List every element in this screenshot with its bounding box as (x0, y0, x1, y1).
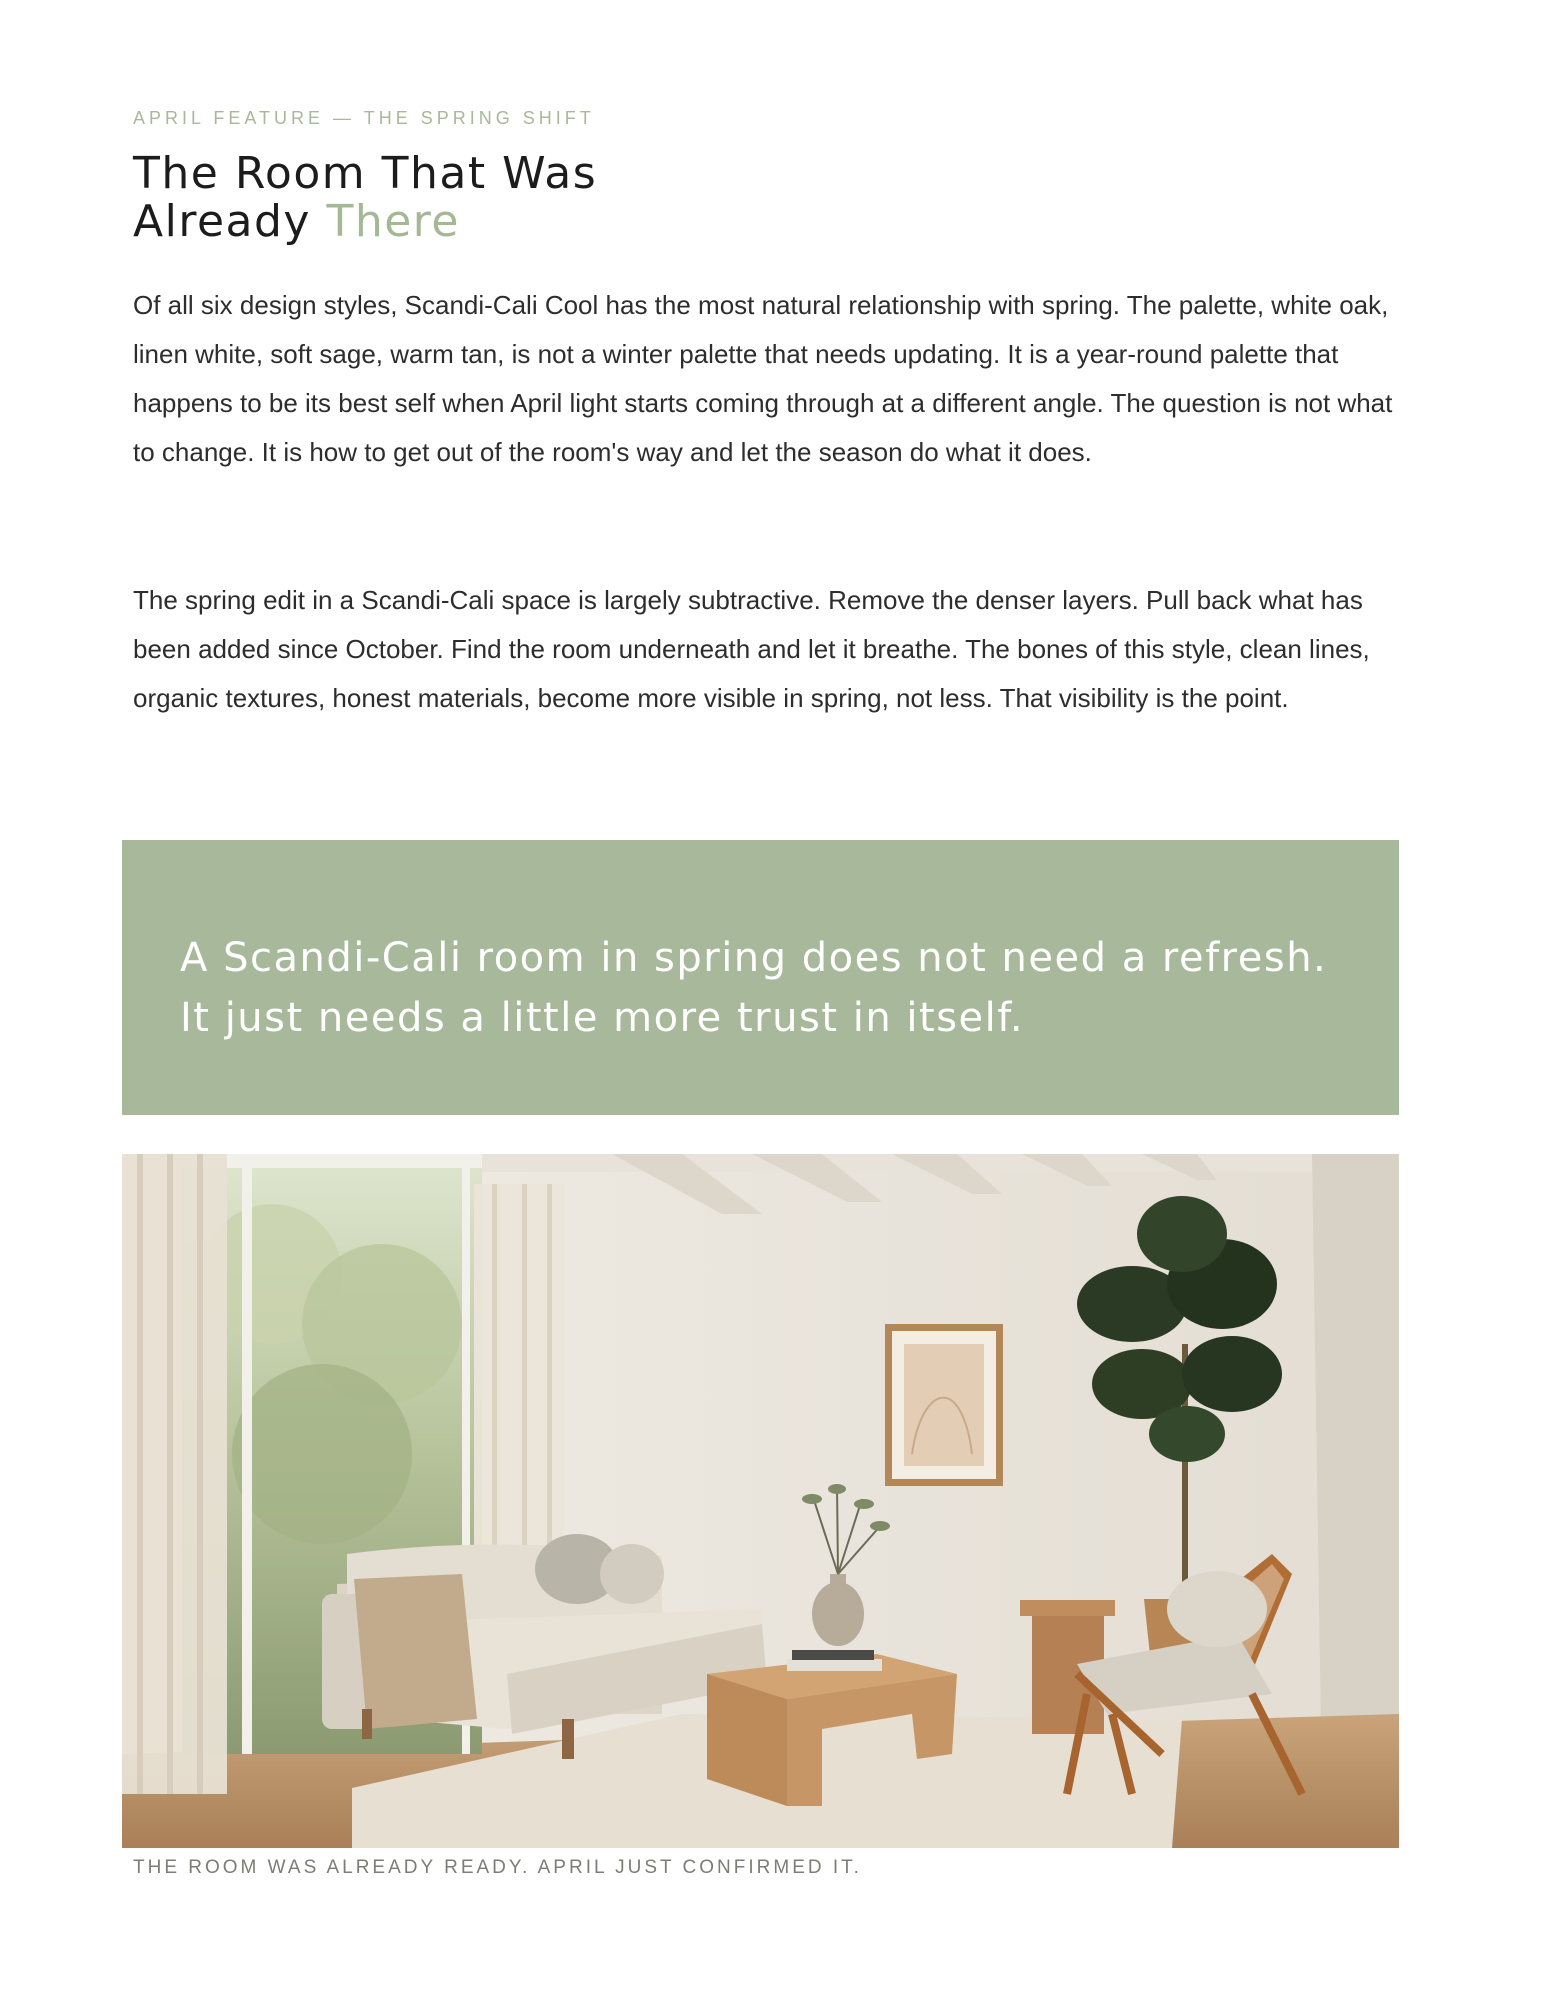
title-line-1: The Room That Was (133, 148, 598, 199)
body-paragraph-2: The spring edit in a Scandi-Cali space is largely subtractive. Remove the denser layers. Pull back what has been added since October. Find the room underneath and let it breathe. The bones of this style, clean lines, organic textures, honest materials, become more visible in spring, not less. That visibility is the point. (133, 585, 1370, 713)
framed-art-icon (885, 1324, 1003, 1486)
photo-caption: THE ROOM WAS ALREADY READY. APRIL JUST CONFIRMED IT. (133, 1857, 862, 1878)
title-line-2-prefix: Already (133, 196, 327, 247)
pullquote-block (122, 840, 1399, 1115)
body-paragraph-1: Of all six design styles, Scandi-Cali Cool has the most natural relationship with spring. The palette, white oak, linen white, soft sage, warm tan, is not a winter palette that needs updating. It is a year-round palette that happens to be its best self when April light starts coming through at a different angle. The question is not what to change. It is how to get out of the room's way and let the season do what it does. (133, 290, 1393, 467)
title-accent-word: There (326, 196, 460, 247)
article-title (133, 150, 1033, 246)
pullquote-text: A Scandi-Cali room in spring does not need a refresh. It just needs a little more trust in itself. (180, 935, 1328, 1041)
living-room-photo (122, 1154, 1399, 1848)
article-eyebrow: APRIL FEATURE — THE SPRING SHIFT (133, 108, 595, 128)
